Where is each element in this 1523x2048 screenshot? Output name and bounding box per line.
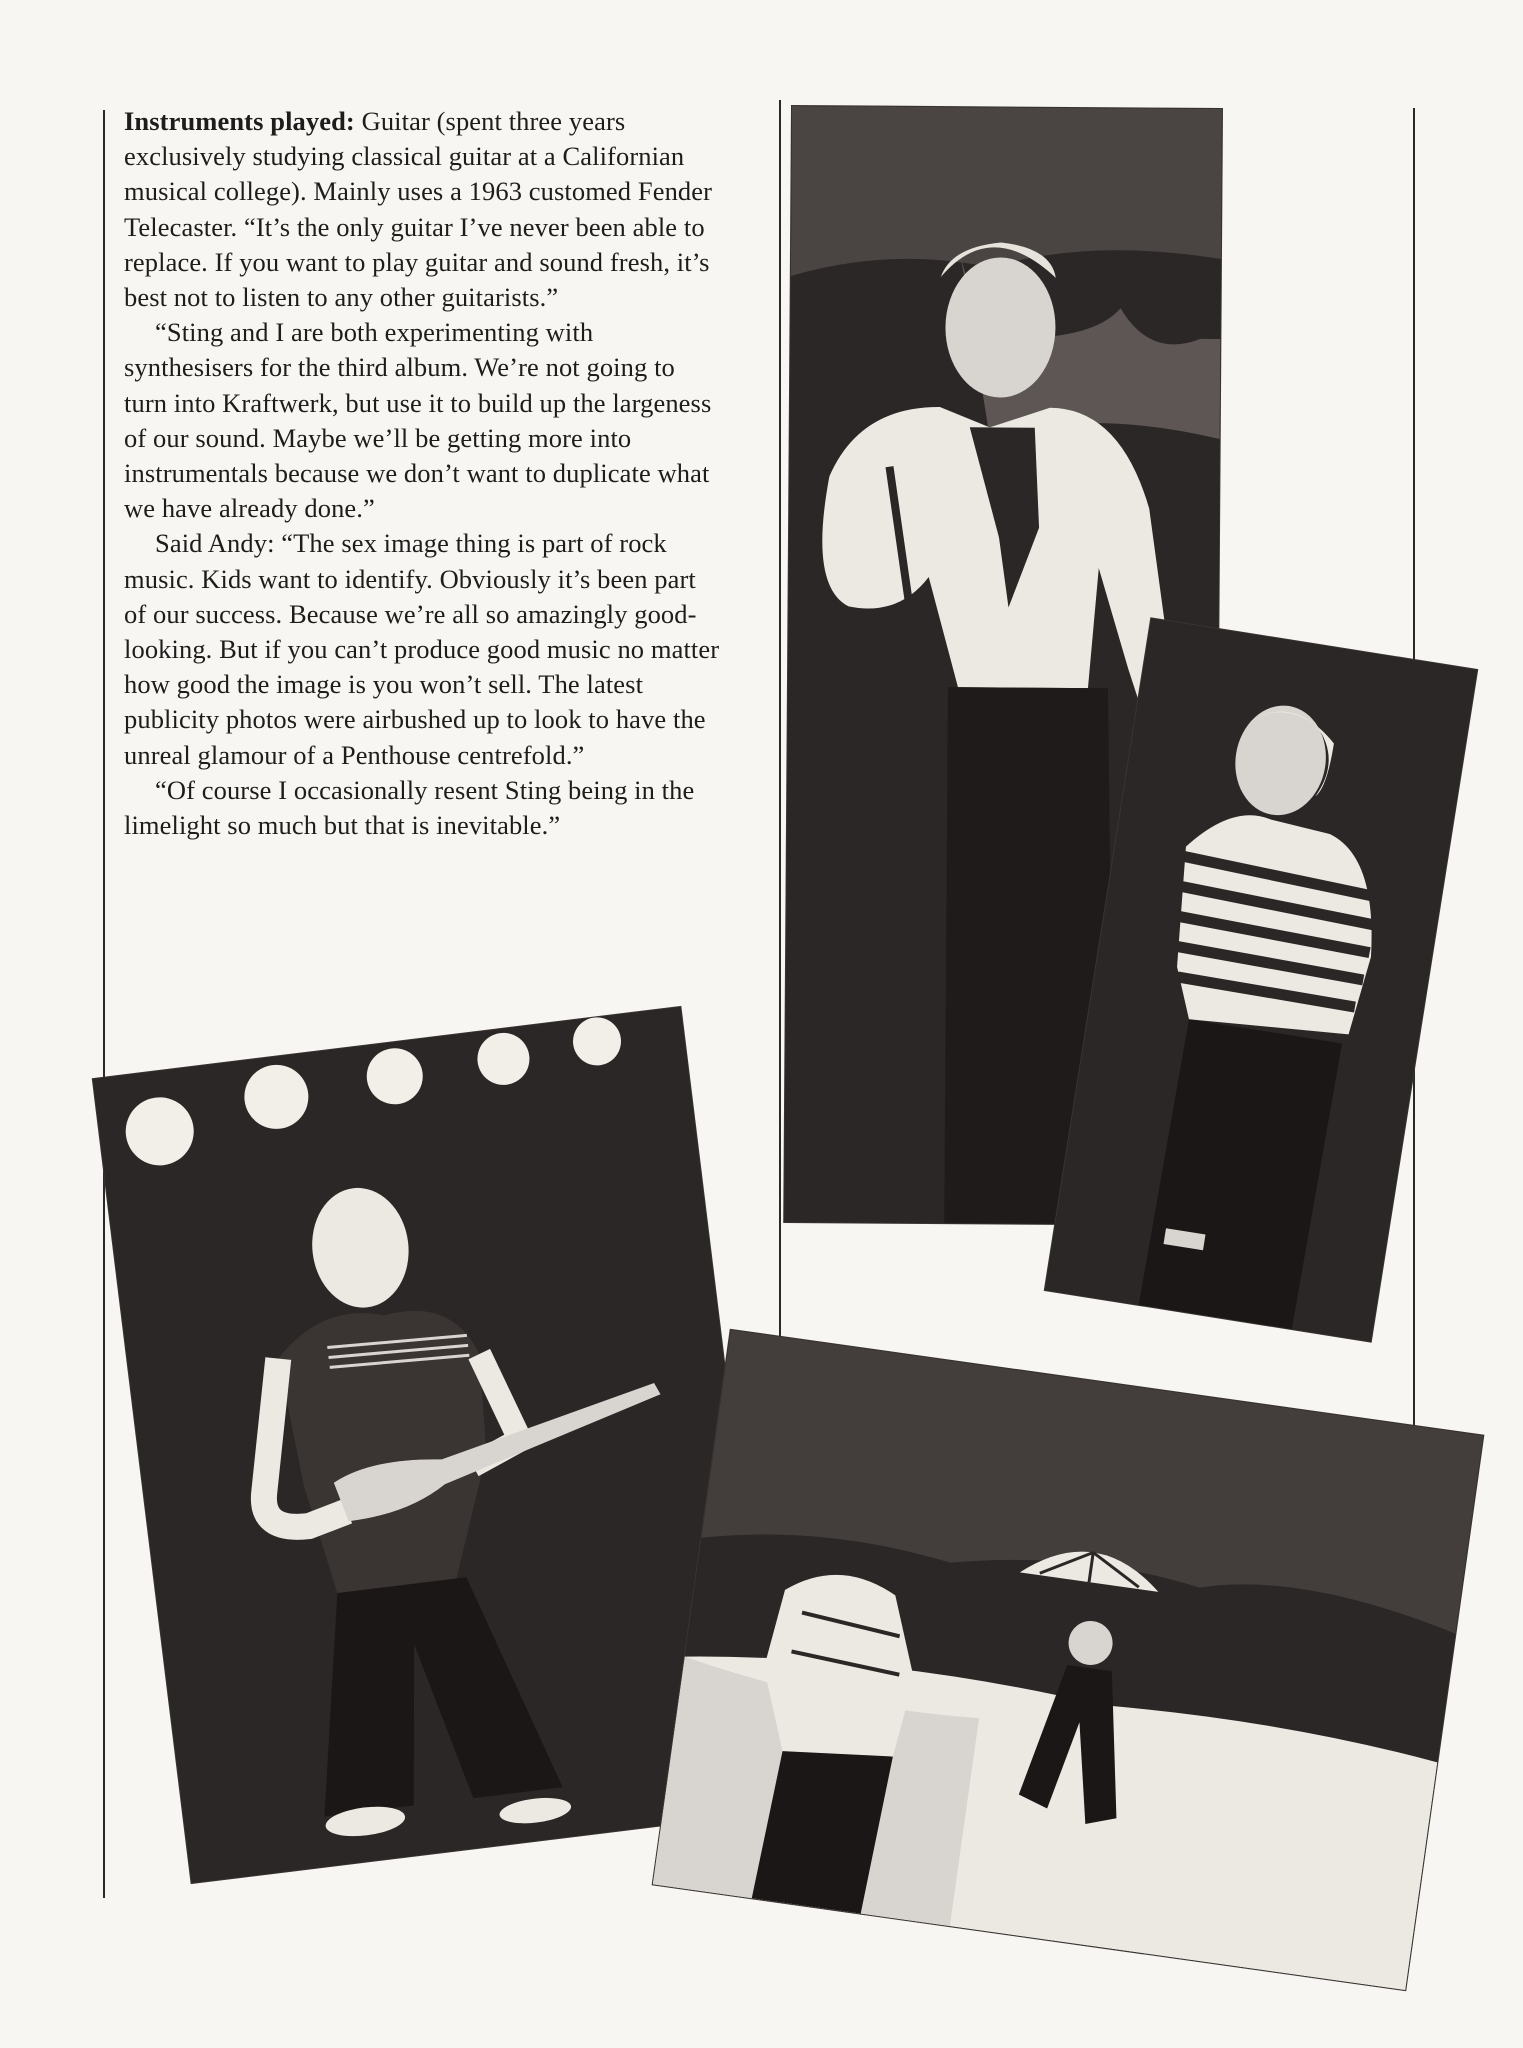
article-body (124, 104, 724, 843)
article-paragraph-synthesisers: “Sting and I are both experimenting with synthesisers for the third album. We’re not going to turn into Kraftwerk, but use it to build up the largeness of our sound. Maybe we’ll be getting more into instrumentals because we don’t want to duplicate what we have already done.” (124, 317, 712, 524)
article-paragraph-limelight: “Of course I occasionally resent Sting being in the limelight so much but that is inevitable.” (124, 774, 695, 841)
left-column-rule (103, 110, 105, 1898)
article-paragraph-sex-image: Said Andy: “The sex image thing is part of rock music. Kids want to identify. Obviously it’s been part of our success. Because we’re all so amazingly good-looking. But if you can’t produce good music no matter how good the image is you won’t sell. The latest publicity photos were airbushed up to look to have the unreal glamour of a Penthouse centrefold.” (124, 528, 720, 770)
article-lead-paragraph (124, 104, 724, 315)
instruments-played-text: Guitar (spent three years exclusively studying classical guitar at a Californian musical college). Mainly uses a 1963 customed Fender Telecaster. “It’s the only guitar I’ve never been able to replace. If you want to play guitar and sound fresh, it’s best not to listen to any other guitarists.” (124, 106, 713, 313)
instruments-played-label: Instruments played: (124, 106, 355, 136)
photo-umbrella-outdoors (653, 1330, 1484, 1990)
